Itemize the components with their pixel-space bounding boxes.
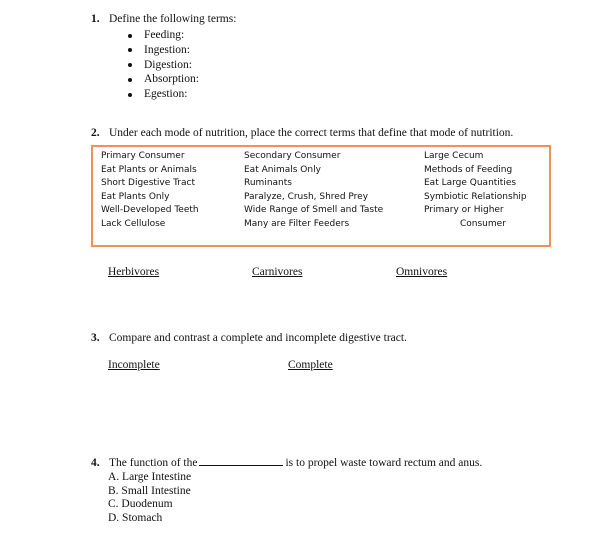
question-3-number: 3. — [91, 332, 100, 344]
answer-blank — [199, 455, 283, 466]
word-bank-item: Well-Developed Teeth — [101, 205, 199, 216]
word-bank-item: Eat Plants Only — [101, 191, 170, 202]
question-4 — [91, 455, 482, 471]
option-d: D. Stomach — [108, 511, 163, 524]
word-bank-column-3 — [424, 150, 527, 232]
question-1-term-list — [126, 28, 199, 102]
question-1-prompt: Define the following terms: — [109, 13, 237, 25]
question-2-number: 2. — [91, 127, 100, 139]
heading-omnivores: Omnivores — [396, 266, 448, 278]
term-egestion: Egestion: — [126, 87, 199, 102]
question-3-prompt: Compare and contrast a complete and incomplete digestive tract. — [109, 332, 407, 344]
word-bank-item: Eat Animals Only — [244, 164, 321, 175]
word-bank-column-2 — [244, 150, 383, 232]
question-4-number: 4. — [91, 457, 100, 469]
question-4-prompt-end: is to propel waste toward rectum and anus. — [285, 457, 483, 469]
option-c: C. Duodenum — [108, 498, 173, 511]
word-bank-item: Paralyze, Crush, Shred Prey — [244, 191, 369, 202]
word-bank-item: Eat Plants or Animals — [101, 164, 197, 175]
word-bank-item: Secondary Consumer — [244, 151, 341, 161]
question-4-options — [108, 470, 191, 524]
term-digestion: Digestion: — [126, 58, 199, 73]
word-bank-item: Lack Cellulose — [101, 218, 166, 229]
question-2 — [91, 126, 513, 141]
word-bank-item: Short Digestive Tract — [101, 178, 196, 189]
option-b: B. Small Intestine — [108, 484, 191, 497]
word-bank-column-1 — [101, 150, 199, 232]
question-4-prompt-start: The function of the — [109, 457, 198, 469]
word-bank-item: Primary or Higher — [424, 205, 504, 216]
question-2-prompt: Under each mode of nutrition, place the correct terms that define that mode of nutrition. — [109, 127, 514, 139]
question-3 — [91, 331, 407, 346]
word-bank-item: Eat Large Quantities — [424, 178, 517, 189]
word-bank-item: Many are Filter Feeders — [244, 218, 350, 229]
word-bank-item: Primary Consumer — [101, 151, 185, 161]
term-absorption: Absorption: — [126, 72, 199, 87]
question-1-number: 1. — [91, 13, 100, 25]
heading-incomplete: Incomplete — [108, 359, 160, 371]
word-bank-item: Methods of Feeding — [424, 164, 513, 175]
option-a: A. Large Intestine — [108, 471, 192, 483]
heading-herbivores: Herbivores — [108, 266, 160, 278]
heading-complete: Complete — [288, 359, 333, 371]
word-bank-item: Ruminants — [244, 178, 292, 189]
heading-carnivores: Carnivores — [252, 266, 303, 278]
word-bank-item: Consumer — [460, 218, 506, 229]
word-bank-item: Wide Range of Smell and Taste — [244, 205, 384, 216]
word-bank-item: Large Cecum — [424, 151, 484, 161]
question-1 — [91, 12, 236, 27]
term-feeding: Feeding: — [126, 28, 199, 43]
word-bank-item: Symbiotic Relationship — [424, 191, 527, 202]
term-ingestion: Ingestion: — [126, 43, 199, 58]
